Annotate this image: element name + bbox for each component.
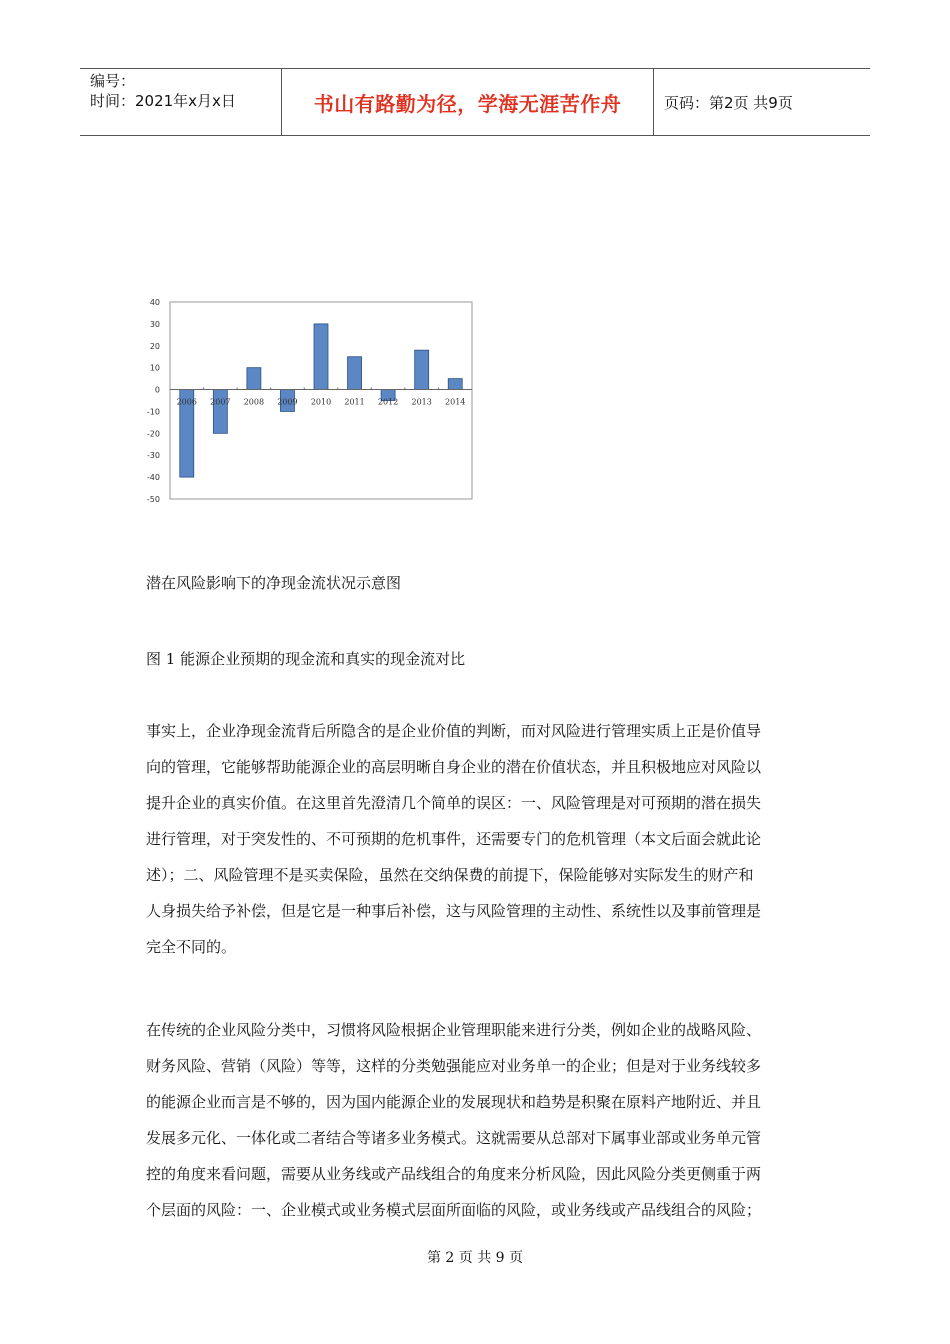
- paragraph-line: 发展多元化、一体化或二者结合等诸多业务模式。这就需要从总部对下属事业部或业务单元管: [146, 1129, 762, 1147]
- paragraph-line: 个层面的风险：一、企业模式或业务模式层面所面临的风险，或业务线或产品线组合的风险；: [146, 1201, 762, 1219]
- paragraph-line: 述）；二、风险管理不是买卖保险，虽然在交纳保费的前提下，保险能够对实际发生的财产和: [146, 866, 754, 884]
- y-tick-label: -30: [146, 451, 160, 461]
- y-tick-label: -20: [146, 429, 160, 439]
- x-tick-label: 2007: [210, 397, 231, 407]
- paragraph-line: 人身损失给予补偿，但是它是一种事后补偿，这与风险管理的主动性、系统性以及事前管理是: [146, 902, 762, 920]
- bar: [314, 324, 328, 390]
- y-tick-label: 0: [154, 385, 160, 395]
- y-tick-label: 10: [149, 363, 160, 373]
- chart-caption: 潜在风险影响下的净现金流状况示意图: [146, 574, 402, 592]
- paragraph-line: 财务风险、营销（风险）等等，这样的分类勉强能应对业务单一的企业；但是对于业务线较多: [146, 1057, 762, 1075]
- bar: [213, 390, 227, 434]
- x-tick-label: 2006: [176, 397, 197, 407]
- paragraph-line: 控的角度来看问题，需要从业务线或产品线组合的角度来分析风险，因此风险分类更侧重于两: [146, 1165, 762, 1183]
- paragraph-line: 进行管理，对于突发性的、不可预期的危机事件，还需要专门的危机管理（本文后面会就此论: [146, 830, 762, 848]
- x-tick-label: 2010: [310, 397, 332, 407]
- cashflow-chart: [140, 292, 480, 507]
- paragraph-1: [146, 713, 806, 965]
- header-page-cell: [654, 69, 870, 135]
- bar: [348, 357, 362, 390]
- bar: [415, 350, 429, 389]
- paragraph-line: 完全不同的。: [146, 938, 237, 956]
- paragraph-line: 提升企业的真实价值。在这里首先澄清几个简单的误区：一、风险管理是对可预期的潜在损失: [146, 794, 762, 812]
- bar: [247, 368, 261, 390]
- page-label: 页码：第2页 共9页: [664, 93, 793, 112]
- y-tick-label: -50: [146, 495, 160, 504]
- y-tick-label: 30: [149, 319, 160, 329]
- y-tick-label: 40: [149, 298, 160, 307]
- x-tick-label: 2013: [411, 397, 432, 407]
- y-tick-label: -10: [146, 407, 160, 417]
- paragraph-2: [146, 1012, 806, 1228]
- paragraph-line: 事实上，企业净现金流背后所隐含的是企业价值的判断，而对风险进行管理实质上正是价值导: [146, 722, 762, 740]
- motto: 书山有路勤为径，学海无涯苦作舟: [313, 91, 622, 116]
- cashflow-chart-svg: [140, 292, 480, 507]
- page-footer: 第 2 页 共 9 页: [426, 1250, 524, 1266]
- page-header: [80, 68, 870, 136]
- time-label: 时间：2021年x月x日: [90, 92, 236, 110]
- x-tick-label: 2011: [344, 397, 365, 407]
- x-tick-label: 2014: [445, 397, 466, 407]
- header-meta: [80, 69, 282, 135]
- bar: [448, 379, 462, 390]
- paragraph-line: 在传统的企业风险分类中，习惯将风险根据企业管理职能来进行分类，例如企业的战略风险、: [146, 1021, 762, 1039]
- paragraph-line: 的能源企业而言是不够的，因为国内能源企业的发展现状和趋势是积聚在原料产地附近、并且: [146, 1093, 762, 1111]
- x-tick-label: 2009: [277, 397, 298, 407]
- y-tick-label: 20: [149, 341, 160, 351]
- number-label: 编号：: [90, 72, 136, 90]
- paragraph-line: 向的管理，它能够帮助能源企业的高层明晰自身企业的潜在价值状态，并且积极地应对风险以: [146, 758, 762, 776]
- y-tick-label: -40: [146, 473, 160, 483]
- header-motto-cell: [282, 69, 654, 135]
- x-tick-label: 2012: [377, 397, 399, 407]
- x-tick-label: 2008: [243, 397, 265, 407]
- figure-caption: 图 1 能源企业预期的现金流和真实的现金流对比: [146, 650, 466, 668]
